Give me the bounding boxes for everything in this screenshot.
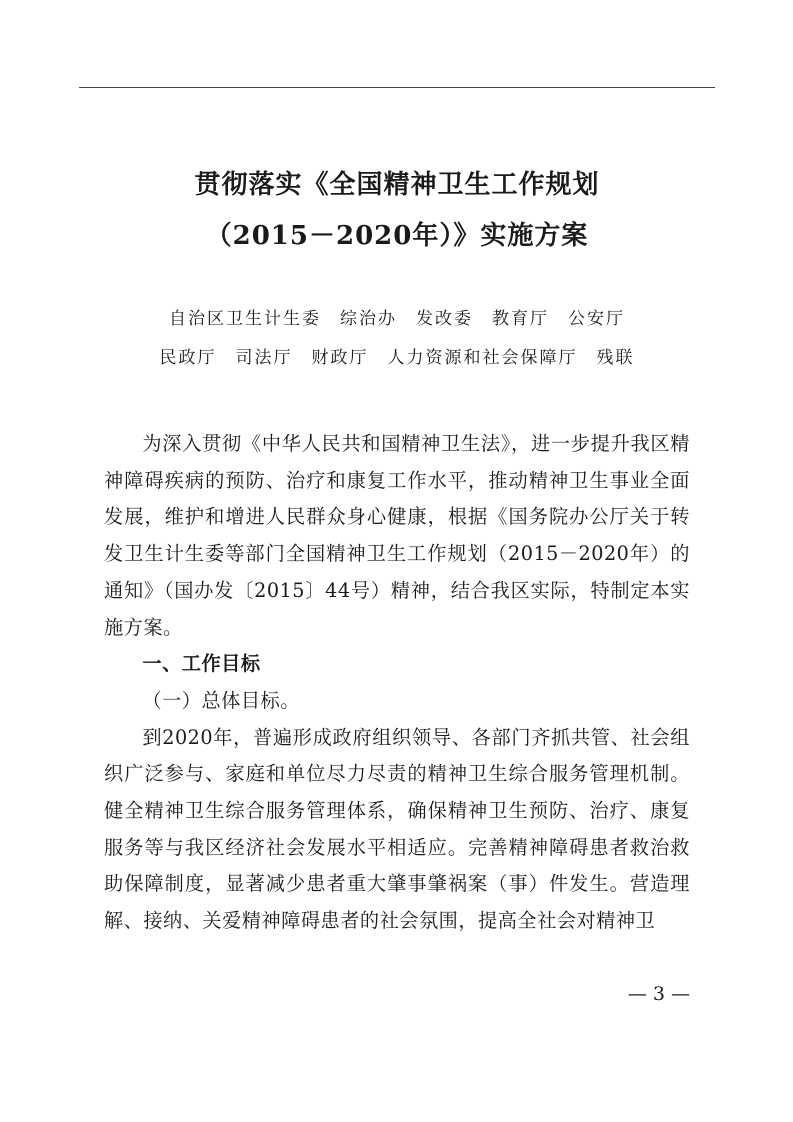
header-rule — [79, 87, 715, 88]
document-title-line-2: （2015－2020年）》实施方案 — [205, 221, 589, 251]
intro-paragraph: 为深入贯彻《中华人民共和国精神卫生法》，进一步提升我区精神障碍疾病的预防、治疗和康复工作水平，推动精神卫生事业全面发展，维护和增进人民群众身心健康，根据《国务院办公厅关于转发卫生计生委等部门全国精神卫生工作规划（2015－2020年）的通知》（国办发〔2015〕44号）精神，结合我区实际，特制定本实施方案。 — [104, 432, 690, 639]
page-number: — 3 — — [627, 983, 690, 1005]
issuing-departments-row-2: 民政厅 司法厅 财政厅 人力资源和社会保障厅 残联 — [159, 348, 635, 368]
overall-goal-paragraph: 到2020年，普遍形成政府组织领导、各部门齐抓共管、社会组织广泛参与、家庭和单位尽力尽责的精神卫生综合服务管理机制。健全精神卫生综合服务管理体系，确保精神卫生预防、治疗、康复服务等与我区经济社会发展水平相适应。完善精神障碍患者救治救助保障制度，显著减少患者重大肇事肇祸案（事）件发生。营造理解、接纳、关爱精神障碍患者的社会氛围，提高全社会对精神卫 — [104, 725, 690, 933]
section-heading-work-goals: 一、工作目标 — [142, 652, 261, 676]
subsection-heading-overall-goal: （一）总体目标。 — [142, 688, 300, 712]
issuing-departments-row-1: 自治区卫生计生委 综治办 发改委 教育厅 公安厅 — [169, 309, 625, 329]
document-body — [104, 426, 690, 940]
document-title-line-1: 贯彻落实《全国精神卫生工作规划 — [194, 170, 600, 200]
